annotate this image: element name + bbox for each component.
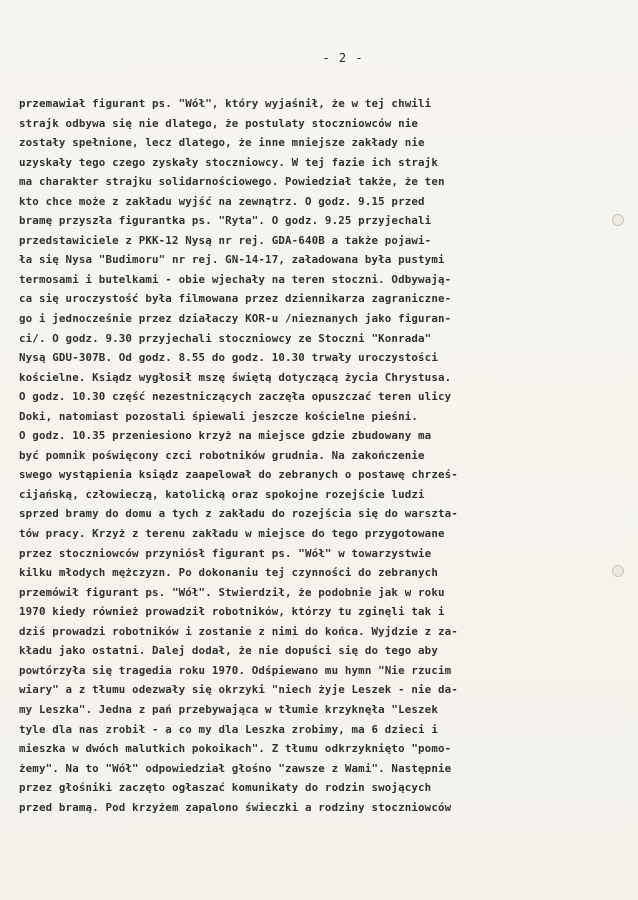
text-line: przez głośniki zaczęto ogłaszać komunikaty do rodzin swojących	[19, 781, 432, 795]
text-line: O godz. 10.30 część nezestniczących zaczęła opuszczać teren ulicy	[19, 390, 452, 404]
text-line: strajk odbywa się nie dlatego, że postulaty stoczniowców nie	[19, 116, 419, 130]
text-line: go i jednocześnie przez działaczy KOR-u /nieznanych jako figuran-	[19, 312, 452, 326]
body-text	[19, 94, 619, 817]
text-line: bramę przyszła figurantka ps. "Ryta". O godz. 9.25 przyjechali	[19, 214, 432, 228]
text-line: ca się uroczystość była filmowana przez dziennikarza zagraniczne-	[19, 292, 452, 306]
text-line: O godz. 10.35 przeniesiono krzyż na miejsce gdzie zbudowany ma	[19, 429, 432, 443]
text-line: być pomnik poświęcony czci robotników grudnia. Na zakończenie	[19, 448, 425, 462]
text-line: kładu jako ostatni. Dalej dodał, że nie dopuści się do tego aby	[19, 644, 438, 658]
text-line: przemawiał figurant ps. "Wół", który wyjaśnił, że w tej chwili	[19, 97, 432, 110]
page-number-text: - 2 -	[322, 51, 364, 65]
text-line: mieszka w dwóch malutkich pokoikach". Z tłumu odkrzyknięto "pomo-	[19, 742, 452, 756]
text-line: przed bramą. Pod krzyżem zapalono świeczki a rodziny stoczniowców	[19, 800, 452, 814]
text-line: ła się Nysa "Budimoru" nr rej. GN-14-17, załadowana była pustymi	[19, 253, 445, 267]
text-line: dziś prowadzi robotników i zostanie z nimi do końca. Wyjdzie z za-	[19, 624, 458, 638]
text-line: my Leszka". Jedna z pań przebywająca w tłumie krzyknęła "Leszek	[19, 702, 438, 716]
text-line: wiary" a z tłumu odezwały się okrzyki "niech żyje Leszek - nie da-	[19, 683, 458, 697]
text-line: przez stoczniowców przyniósł figurant ps. "Wół" w towarzystwie	[19, 546, 432, 560]
text-line: żemy". Na to "Wół" odpowiedział głośno "zawsze z Wami". Następnie	[19, 761, 452, 775]
text-line: tyle dla nas zrobił - a co my dla Leszka zrobimy, ma 6 dzieci i	[19, 722, 438, 736]
text-line: Nysą GDU-307B. Od godz. 8.55 do godz. 10.30 trwały uroczystości	[19, 351, 438, 365]
text-line: termosami i butelkami - obie wjechały na teren stoczni. Odbywają-	[19, 272, 452, 286]
text-line: swego wystąpienia ksiądz zaapelował do zebranych o postawę chrześ-	[19, 468, 458, 482]
text-line: powtórzyła się tragedia roku 1970. Odśpiewano mu hymn "Nie rzucim	[19, 663, 452, 677]
text-line: 1970 kiedy również prowadził robotników, którzy tu zginęli tak i	[19, 605, 445, 619]
page-number	[0, 51, 638, 65]
text-line: kościelne. Ksiądz wygłosił mszę świętą dotyczącą życia Chrystusa.	[19, 370, 452, 384]
text-line: sprzed bramy do domu a tych z zakładu do rozejścia się do warszta-	[19, 507, 458, 521]
text-line: ci/. O godz. 9.30 przyjechali stoczniowcy ze Stoczni "Konrada"	[19, 331, 432, 345]
text-line: cijańską, człowieczą, katolicką oraz spokojne rozejście ludzi	[19, 487, 425, 501]
text-line: ma charakter strajku solidarnościowego. Powiedział także, że ten	[19, 175, 445, 189]
text-line: kilku młodych mężczyzn. Po dokonaniu tej czynności do zebranych	[19, 566, 438, 580]
text-line: tów pracy. Krzyż z terenu zakładu w miejsce do tego przygotowane	[19, 527, 445, 541]
text-line: przemówił figurant ps. "Wół". Stwierdził, że podobnie jak w roku	[19, 585, 445, 599]
text-line: uzyskały tego czego zyskały stoczniowcy. W tej fazie ich strajk	[19, 155, 438, 169]
text-line: przedstawiciele z PKK-12 Nysą nr rej. GDA-640B a także pojawi-	[19, 233, 432, 247]
text-line: Doki, natomiast pozostali śpiewali jeszcze kościelne pieśni.	[19, 409, 419, 423]
text-line: zostały spełnione, lecz dlatego, że inne mniejsze zakłady nie	[19, 136, 425, 150]
text-line: kto chce może z zakładu wyjść na zewnątrz. O godz. 9.15 przed	[19, 194, 425, 208]
